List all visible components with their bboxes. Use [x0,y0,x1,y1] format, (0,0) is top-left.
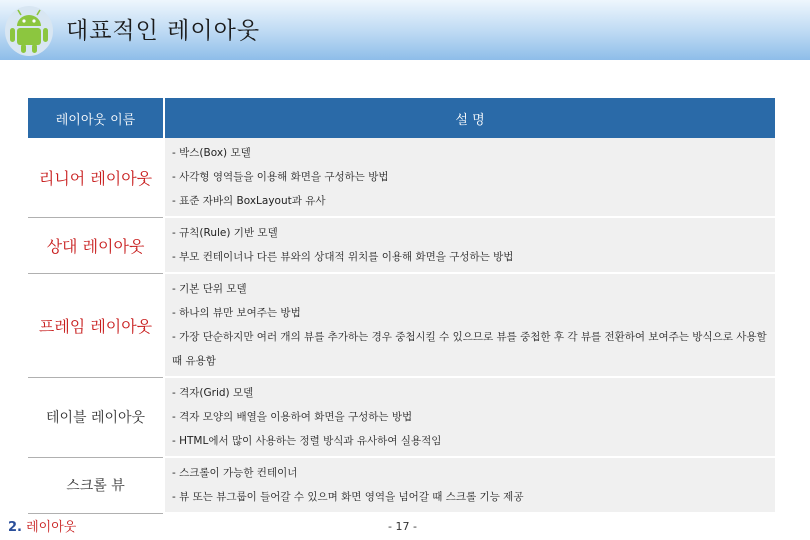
table-row [28,138,775,217]
col-header-desc: 설 명 [164,98,775,138]
desc-line: - 부모 컨테이너나 다른 뷰와의 상대적 위치를 이용해 화면을 구성하는 방법 [172,251,514,263]
layout-desc [164,457,775,513]
page-title: 대표적인 레이아웃 [66,18,261,44]
table-header-row [28,98,775,138]
layout-name: 상대 레이아웃 [28,217,164,273]
layout-desc [164,138,775,217]
layout-name: 프레임 레이아웃 [28,273,164,377]
desc-line: - 표준 자바의 BoxLayout과 유사 [172,195,326,207]
desc-line: - 가장 단순하지만 여러 개의 뷰를 추가하는 경우 중첩시킬 수 있으므로 뷰를 중첩한 후 각 뷰를 전환하여 보여주는 방식으로 사용할 때 유용함 [172,331,767,367]
desc-line: - 격자(Grid) 모델 [172,387,254,399]
col-header-name: 레이아웃 이름 [28,98,164,138]
section-number: 2. [8,520,22,535]
android-robot-icon [4,4,54,56]
layout-desc [164,377,775,457]
desc-line: - 박스(Box) 모델 [172,147,251,159]
desc-line: - 기본 단위 모델 [172,283,247,295]
layout-table [28,98,775,514]
desc-line: - HTML에서 많이 사용하는 정렬 방식과 유사하여 실용적임 [172,435,442,447]
desc-line: - 뷰 또는 뷰그룹이 들어갈 수 있으며 화면 영역을 넘어갈 때 스크롤 기능 제공 [172,491,524,503]
layout-desc [164,217,775,273]
table-row [28,217,775,273]
page-number: - 17 - [388,520,417,533]
section-label [8,516,76,535]
desc-line: - 규칙(Rule) 기반 모델 [172,227,278,239]
table-row [28,457,775,513]
table-row [28,377,775,457]
desc-line: - 스크롤이 가능한 컨테이너 [172,467,298,479]
desc-line: - 하나의 뷰만 보여주는 방법 [172,307,301,319]
title-bar [0,0,810,60]
desc-line: - 격자 모양의 배열을 이용하여 화면을 구성하는 방법 [172,411,413,423]
section-title: 레이아웃 [21,520,77,535]
layout-name: 리니어 레이아웃 [28,138,164,217]
layout-name: 테이블 레이아웃 [28,377,164,457]
layout-desc [164,273,775,377]
desc-line: - 사각형 영역들을 이용해 화면을 구성하는 방법 [172,171,389,183]
table-row [28,273,775,377]
layout-name: 스크롤 뷰 [28,457,164,513]
